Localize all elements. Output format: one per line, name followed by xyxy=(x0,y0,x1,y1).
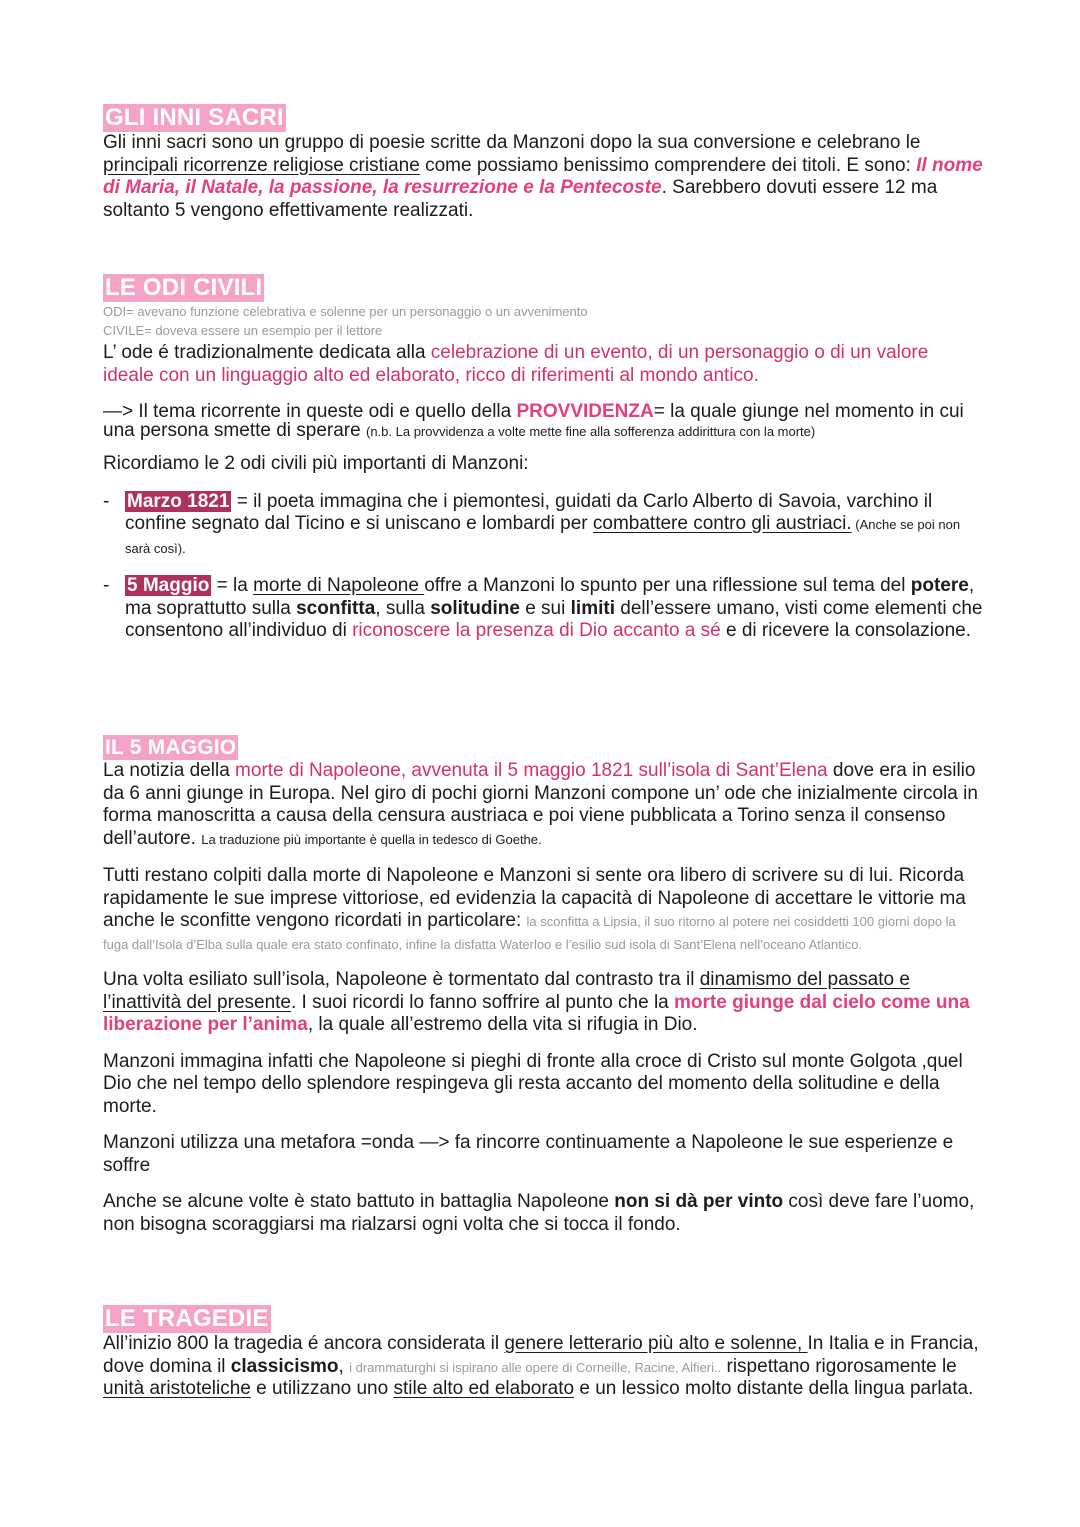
paragraph xyxy=(103,969,983,1037)
underlined-text: stile alto ed elaborato xyxy=(393,1378,575,1399)
text: L’ ode é tradizionalmente dedicata alla xyxy=(103,342,431,363)
text: , ma soprattutto sulla xyxy=(125,575,975,619)
text: Tutti restano colpiti dalla morte di Napoleone e Manzoni si sente ora libero di scrivere su di lui. Ricorda rapidamente le sue imprese vittoriose, ed evidenzia la capacità di Napoleone di accettare le vittorie ma anche le sconfitte vengono ricordati in particolare: xyxy=(103,865,966,931)
text: , xyxy=(338,1355,350,1377)
text: e utilizzano uno xyxy=(250,1378,394,1399)
list-item xyxy=(103,575,983,643)
text: dove era in esilio da 6 anni giunge in Europa. Nel giro di pochi giorni Manzoni compone un’ ode che inizialmente circola in forma manoscritta a causa della censura austriaca e poi viene pubblicata a Torino senza il consenso dell’autore. xyxy=(103,760,978,849)
text: , sulla xyxy=(375,597,431,619)
section-heading: LE ODI CIVILI xyxy=(105,274,263,301)
text: e sui xyxy=(519,597,571,619)
text: = la xyxy=(211,575,254,596)
text: dell’essere umano, visti come elementi che consentono all’individuo di xyxy=(125,597,983,641)
underlined-text: morte di Napoleone xyxy=(253,575,425,596)
section-inni-sacri xyxy=(103,104,983,222)
text: Una volta esiliato sull’isola, Napoleone è tormentato dal contrasto tra il xyxy=(103,969,700,990)
grey-note: i drammaturghi si ispirano alle opere di Corneille, Racine, Alfieri.. xyxy=(349,1359,722,1375)
text: = il poeta immagina che i piemontesi, guidati da Carlo Alberto di Savoia, varchino il confine segnato dal Ticino e si uniscano e lombardi per xyxy=(125,490,933,534)
section-tragedie xyxy=(103,1305,983,1401)
paragraph xyxy=(103,865,983,955)
underlined-text: genere letterario più alto e solenne, xyxy=(504,1333,808,1354)
paragraph: Ricordiamo le 2 odi civili più importanti di Manzoni: xyxy=(103,453,529,474)
bullet-dash: - xyxy=(103,575,110,596)
section-5-maggio xyxy=(103,735,983,1236)
section-heading: LE TRAGEDIE xyxy=(105,1305,269,1332)
section-heading: IL 5 MAGGIO xyxy=(105,736,237,759)
bold-text: classicismo xyxy=(230,1355,339,1377)
paragraph xyxy=(103,342,983,387)
tag-marzo-1821: Marzo 1821 xyxy=(127,490,230,512)
highlight-text: celebrazione di un evento, di un personaggio o di un valore ideale con un linguaggio alto ed elaborato, ricco di riferimenti al mondo antico. xyxy=(103,342,929,386)
highlight-text: morte giunge dal cielo come una liberazione per l’anima xyxy=(103,991,970,1035)
section-odi-civili xyxy=(103,274,983,643)
text: come possiamo benissimo comprendere dei titoli. E sono: xyxy=(419,154,917,176)
paragraph xyxy=(103,1333,983,1401)
text: Anche se alcune volte è stato battuto in battaglia Napoleone xyxy=(103,1191,615,1212)
highlight-titles: Il nome di Maria, il Natale, la passione, la resurrezione e la Pentecoste xyxy=(103,154,983,198)
underlined-text: principali ricorrenze religiose cristiane xyxy=(103,154,420,176)
bold-text: limiti xyxy=(570,597,615,619)
paragraph: Manzoni utilizza una metafora =onda —> fa rincorre continuamente a Napoleone le sue esperienze e soffre xyxy=(103,1132,954,1176)
definition-odi: ODI= avevano funzione celebrativa e solenne per un personaggio o un avvenimento xyxy=(103,304,588,319)
definition-civile: CIVILE= doveva essere un esempio per il lettore xyxy=(103,323,383,338)
paragraph xyxy=(103,402,983,441)
paragraph xyxy=(103,132,983,222)
highlight-text: morte di Napoleone, avvenuta il 5 maggio 1821 sull’isola di Sant’Elena xyxy=(235,760,828,781)
bold-text: potere xyxy=(910,575,969,596)
bold-text: solitudine xyxy=(430,597,520,619)
text: , la quale all’estremo della vita si rifugia in Dio. xyxy=(307,1014,698,1035)
bold-text: non si dà per vinto xyxy=(614,1191,784,1212)
text: e un lessico molto distante della lingua parlata. xyxy=(574,1378,974,1399)
text: All’inizio 800 la tragedia é ancora considerata il xyxy=(103,1333,505,1354)
highlight-provvidenza: PROVVIDENZA xyxy=(516,401,654,422)
paragraph xyxy=(103,760,983,851)
text: così deve fare l’uomo, non bisogna scoraggiarsi ma rialzarsi ogni volta che si tocca il fondo. xyxy=(103,1191,975,1235)
text: . I suoi ricordi lo fanno soffrire al punto che la xyxy=(291,991,675,1013)
underlined-text: dinamismo del passato e l’inattività del presente xyxy=(103,969,910,1013)
text: offre a Manzoni lo spunto per una riflessione sul tema del xyxy=(424,575,911,596)
tag-5-maggio: 5 Maggio xyxy=(127,575,210,596)
note: (Anche se poi non sarà così). xyxy=(125,517,961,556)
text: —> Il tema ricorrente in queste odi e quello della xyxy=(103,401,517,422)
text: e di ricevere la consolazione. xyxy=(720,620,972,641)
underlined-text: combattere contro gli austriaci. xyxy=(592,513,852,534)
note: (n.b. La provvidenza a volte mette fine alla sofferenza addirittura con la morte) xyxy=(366,424,816,439)
text: La notizia della xyxy=(103,760,236,781)
underlined-text: unità aristoteliche xyxy=(103,1378,251,1399)
text: . Sarebbero dovuti essere 12 ma soltanto 5 vengono effettivamente realizzati. xyxy=(103,177,938,221)
grey-note: la sconfitta a Lipsia, il suo ritorno al potere nei cosiddetti 100 giorni dopo la fuga dall’Isola d’Elba sulla quale era stato confinato, infine la disfatta Waterloo e l’esilio sud isola di Sant’Elena nell’oceano Atlantico. xyxy=(103,914,956,952)
bold-text: sconfitta xyxy=(296,597,376,619)
list-item xyxy=(103,491,983,561)
highlight-text: riconoscere la presenza di Dio accanto a sé xyxy=(352,620,721,641)
bullet-dash: - xyxy=(103,490,110,512)
text: rispettano rigorosamente le xyxy=(721,1355,957,1377)
text: In Italia e in Francia, dove domina il xyxy=(103,1333,979,1377)
paragraph: Manzoni immagina infatti che Napoleone si pieghi di fronte alla croce di Cristo sul monte Golgota ,quel Dio che nel tempo dello splendore respingeva gli resta accanto del momento della solitudine e della morte. xyxy=(103,1050,963,1117)
text: Gli inni sacri sono un gruppo di poesie scritte da Manzoni dopo la sua conversione e celebrano le xyxy=(103,132,921,153)
text: = la quale giunge nel momento in cui una persona smette di sperare xyxy=(103,401,964,441)
paragraph xyxy=(103,1191,983,1236)
note: La traduzione più importante è quella in tedesco di Goethe. xyxy=(201,831,542,847)
section-heading: GLI INNI SACRI xyxy=(105,104,284,131)
